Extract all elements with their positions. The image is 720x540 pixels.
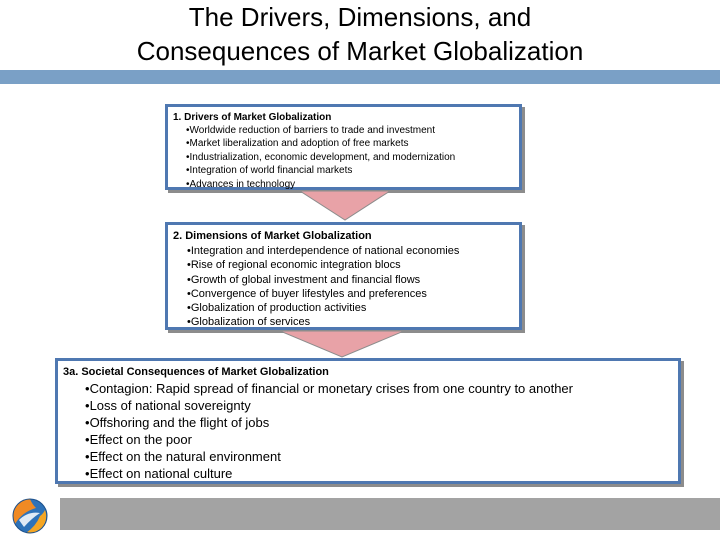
list-item: • Market liberalization and adoption of free markets	[186, 137, 519, 150]
list-item: • Globalization of production activities	[187, 301, 519, 315]
list-item: • Rise of regional economic integration blocs	[187, 258, 519, 272]
drivers-heading: 1. Drivers of Market Globalization	[173, 112, 332, 123]
consequences-heading: 3a. Societal Consequences of Market Globalization	[63, 366, 329, 378]
list-item: • Industrialization, economic development, and modernization	[186, 151, 519, 164]
list-item: • Effect on the poor	[85, 431, 678, 448]
list-item: • Worldwide reduction of barriers to trade and investment	[186, 124, 519, 137]
list-item: • Globalization of services	[187, 315, 519, 329]
down-arrow-icon	[300, 190, 390, 222]
slide-title	[0, 0, 720, 68]
footer-bar	[60, 498, 720, 530]
title-rule	[0, 70, 720, 84]
list-item: • Integration of world financial markets	[186, 164, 519, 177]
drivers-box	[165, 104, 522, 190]
list-item: • Effect on the natural environment	[85, 448, 678, 465]
drivers-list	[173, 124, 519, 191]
list-item: • Integration and interdependence of national economies	[187, 244, 519, 258]
dimensions-box	[165, 222, 522, 330]
list-item: • Loss of national sovereignty	[85, 397, 678, 414]
consequences-list	[63, 380, 678, 482]
list-item: • Growth of global investment and financial flows	[187, 273, 519, 287]
dimensions-list	[173, 244, 519, 330]
list-item: • Convergence of buyer lifestyles and preferences	[187, 287, 519, 301]
slide-title-line-2: Consequences of Market Globalization	[136, 36, 584, 66]
list-item: • Contagion: Rapid spread of financial or monetary crises from one country to another	[85, 380, 678, 397]
slide-title-line-1: The Drivers, Dimensions, and	[188, 2, 532, 32]
down-arrow-icon	[280, 330, 404, 360]
dimensions-heading: 2. Dimensions of Market Globalization	[173, 230, 372, 242]
globe-logo-icon	[10, 496, 50, 536]
list-item: • Effect on national culture	[85, 465, 678, 482]
consequences-box	[55, 358, 681, 484]
list-item: • Offshoring and the flight of jobs	[85, 414, 678, 431]
list-item: • Advances in technology	[186, 178, 519, 191]
